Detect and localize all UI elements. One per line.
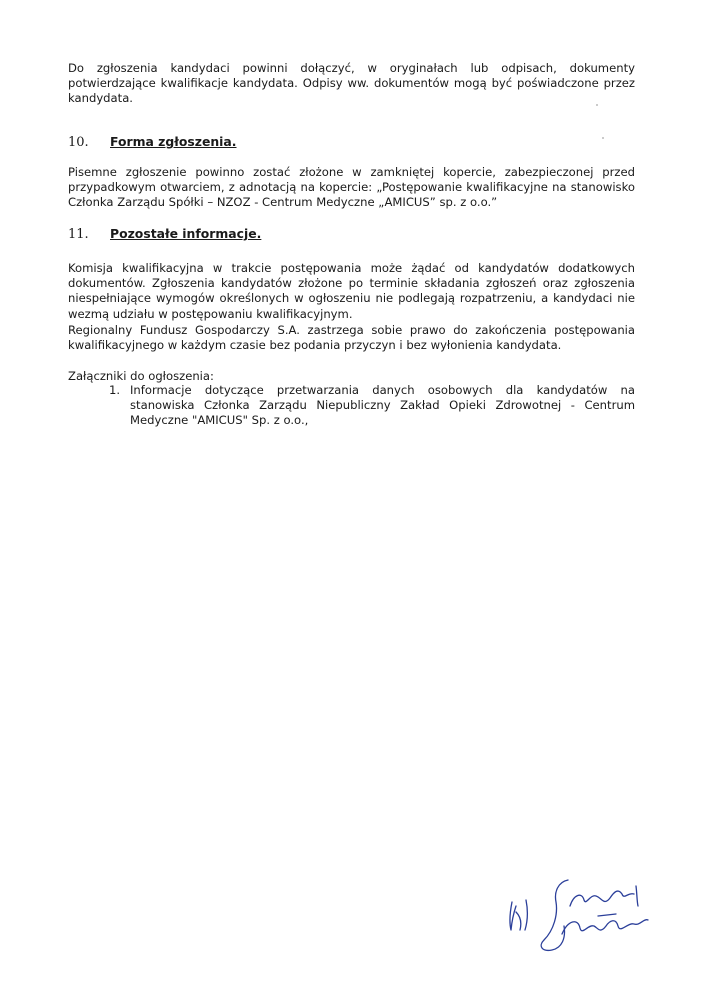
section-11-title: Pozostałe informacje. <box>110 226 262 241</box>
attachment-list-item <box>109 383 635 429</box>
section-10-title: Forma zgłoszenia. <box>110 134 237 149</box>
attachments-label: Załączniki do ogłoszenia: <box>68 369 214 383</box>
handwritten-signature <box>498 872 658 962</box>
signature-strokes <box>510 880 648 950</box>
section-10-heading <box>68 134 237 150</box>
signature-flourish <box>541 880 568 950</box>
attachment-item-text: Informacje dotyczące przetwarzania danych osobowych dla kandydatów na stanowiska Członka Zarządu Niepubliczny Zakład Opieki Zdrowotnej - Centrum Medyczne "AMICUS" Sp. z o.o., <box>130 383 635 428</box>
section-11-paragraph-1: Komisja kwalifikacyjna w trakcie postępowania może żądać od kandydatów dodatkowych dokumentów. Zgłoszenia kandydatów złożone po terminie składania zgłoszeń oraz zgłoszenia niespełniające wymogów określonych w ogłoszeniu nie podlegają rozpatrzeniu, a kandydaci nie wezmą udziału w postępowaniu kwalifikacyjnym. <box>68 261 635 321</box>
section-10-paragraph: Pisemne zgłoszenie powinno zostać złożone w zamkniętej kopercie, zabezpieczonej przed przypadkowym otwarciem, z adnotacją na kopercie: „Postępowanie kwalifikacyjne na stanowisko Członka Zarządu Spółki – NZOZ - Centrum Medyczne „AMICUS” sp. z o.o.” <box>68 165 635 210</box>
scan-speck <box>596 104 598 106</box>
signature-initials <box>510 900 527 930</box>
scan-speck <box>602 137 604 139</box>
signature-line-2 <box>562 914 648 934</box>
intro-paragraph: Do zgłoszenia kandydaci powinni dołączyć, w oryginałach lub odpisach, dokumenty potwierdzające kwalifikacje kandydata. Odpisy ww. dokumentów mogą być poświadczone przez kandydata. <box>68 61 635 106</box>
section-11-paragraph-2: Regionalny Fundusz Gospodarczy S.A. zastrzega sobie prawo do zakończenia postępowania kwalifikacyjnego w każdym czasie bez podania przyczyn i bez wyłonienia kandydata. <box>68 323 635 353</box>
section-11-number: 11. <box>68 227 89 242</box>
section-10-number: 10. <box>68 135 89 150</box>
attachment-item-number: 1. <box>109 383 121 397</box>
signature-line-1 <box>570 886 638 906</box>
section-11-heading <box>68 226 261 242</box>
